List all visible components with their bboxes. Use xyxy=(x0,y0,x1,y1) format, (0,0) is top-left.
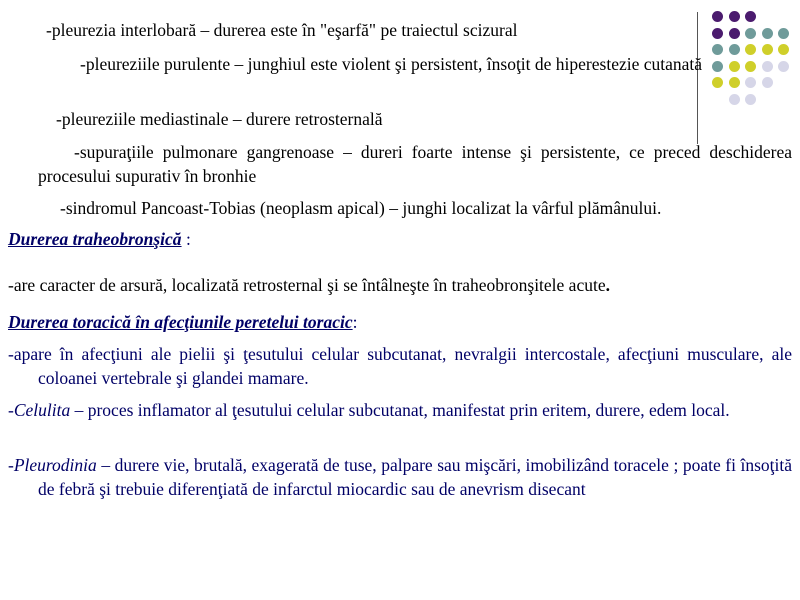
decorative-dot xyxy=(762,28,773,39)
decorative-dot xyxy=(712,28,723,39)
decorative-dot xyxy=(729,94,740,105)
heading-perete-toracic-text: Durerea toracică în afecţiunile peretelui toracic xyxy=(8,312,353,332)
decorative-dot xyxy=(745,28,756,39)
traheobronsica-period: . xyxy=(605,275,610,295)
traheobronsica-description xyxy=(8,273,793,297)
decorative-dot xyxy=(712,11,723,22)
traheobronsica-text: -are caracter de arsură, localizată retrosternal şi se întâlneşte în traheobronşitele acute xyxy=(8,275,606,295)
decorative-dot xyxy=(745,77,756,88)
pleureziile-purulente-line: -pleureziile purulente – junghiul este violent şi persistent, însoţit de hiperestezie cutanată xyxy=(80,54,703,74)
celulita-prefix: - xyxy=(8,400,14,420)
pleurodinia-prefix: - xyxy=(8,455,14,475)
decorative-dot xyxy=(778,28,789,39)
celulita-description xyxy=(8,398,792,422)
sindromul-pancoast-line: -sindromul Pancoast-Tobias (neoplasm apical) – junghi localizat la vârful plămânului. xyxy=(60,198,662,218)
decorative-dot xyxy=(729,11,740,22)
heading-perete-toracic-suffix: : xyxy=(352,312,358,332)
pleurodinia-text: – durere vie, brutală, exagerată de tuse, palpare sau mişcări, imobilizând toracele ; poate fi însoţită de febră şi trebuie diferenţiată de infarctul miocardic sau de anevrism disecant xyxy=(38,455,792,499)
decorative-dot xyxy=(729,28,740,39)
pleurodinia-description xyxy=(8,453,792,501)
pleureziile-mediastinale-line: -pleureziile mediastinale – durere retrosternală xyxy=(56,109,383,129)
decorative-dot xyxy=(745,11,756,22)
decorative-dot xyxy=(762,77,773,88)
pleurezia-interlobara-line: -pleurezia interlobară – durerea este în "eşarfă" pe traiectul scizural xyxy=(46,20,518,40)
heading-traheobronsica-suffix: : xyxy=(181,229,191,249)
afectiuni-description: -apare în afecţiuni ale pielii şi ţesutului celular subcutanat, nevralgii intercostale, afecţiuni musculare, ale coloanei vertebrale şi glandei mamare. xyxy=(8,344,792,388)
decorative-dot xyxy=(712,77,723,88)
heading-traheobronsica xyxy=(8,227,608,251)
decorative-dot xyxy=(729,77,740,88)
heading-traheobronsica-text: Durerea traheobronşică xyxy=(8,229,182,249)
heading-perete-toracic xyxy=(8,310,608,334)
pleurodinia-term: Pleurodinia xyxy=(13,455,97,475)
celulita-text: – proces inflamator al ţesutului celular subcutanat, manifestat prin eritem, durere, edem local. xyxy=(70,400,730,420)
celulita-term: Celulita xyxy=(13,400,71,420)
decorative-dot xyxy=(745,94,756,105)
supuratiile-pulmonare-line: -supuraţiile pulmonare gangrenoase – dureri foarte intense şi persistente, ce preced deschiderea procesului supurativ în bronhie xyxy=(38,142,792,186)
